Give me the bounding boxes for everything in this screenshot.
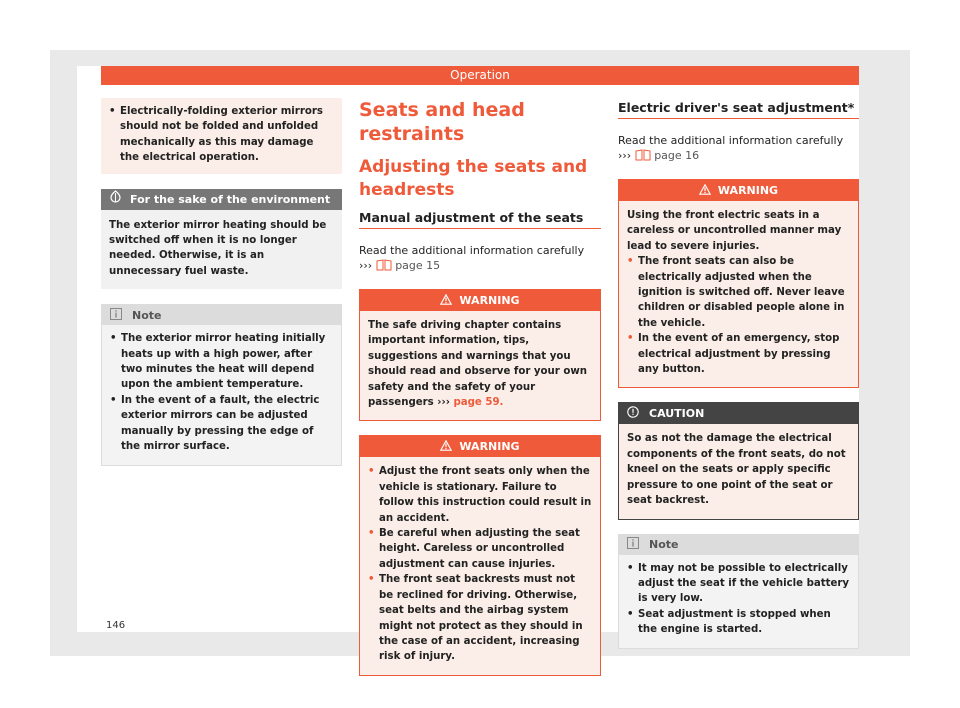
caution-title: CAUTION <box>649 407 705 421</box>
environment-title: For the sake of the environment <box>130 192 331 206</box>
note-title: Note <box>649 538 679 551</box>
subsection-title: Manual adjustment of the seats <box>359 210 601 229</box>
leaf-icon <box>109 189 122 210</box>
mirror-warning-box <box>101 98 342 174</box>
warning-text: The safe driving chapter contains important information, tips, suggestions and warnings that you should read and observe for your own safety and the safety of your passengers <box>368 320 588 409</box>
info-icon <box>627 537 639 552</box>
read-more-page-link[interactable]: page 15 <box>395 259 441 272</box>
warning-page-link[interactable]: page 59. <box>453 397 504 409</box>
book-icon <box>376 259 392 275</box>
environment-header <box>101 189 342 210</box>
warning-bullet: • Be careful when adjusting the seat height. Careless or uncontrolled adjustment can cause injuries. <box>368 526 592 572</box>
read-more-text: Read the additional information carefully <box>359 244 585 257</box>
note-box <box>101 304 342 465</box>
section-title: Adjusting the seats and headrests <box>359 157 588 200</box>
note-bullet: • The exterior mirror heating initially heats up with a high power, after two minutes the heat will depend upon the ambient temperature. <box>110 331 333 393</box>
warning-body <box>619 201 858 387</box>
warning-title: WARNING <box>717 184 779 197</box>
warning-bullet: • The front seats can also be electrically adjusted when the ignition is switched off. Never leave children or disabled people alone in the vehicle. <box>627 254 850 331</box>
warning-header <box>360 436 600 457</box>
read-more-arrows: ››› <box>618 149 632 162</box>
column-left <box>101 98 342 466</box>
caution-icon <box>627 406 639 421</box>
read-more <box>359 243 601 275</box>
read-more-text: Read the additional information carefully <box>618 134 844 147</box>
warning-box-seats <box>359 435 601 675</box>
note-title: Note <box>132 308 162 322</box>
warning-icon <box>440 440 452 454</box>
page-number: 146 <box>106 620 126 631</box>
note-box <box>618 534 859 649</box>
section-header: Operation <box>101 66 859 85</box>
subsection-title: Electric driver's seat adjustment* <box>618 100 859 119</box>
warning-icon <box>699 184 711 198</box>
note-bullet: • Seat adjustment is stopped when the engine is started. <box>627 607 850 638</box>
warning-bullet: • In the event of an emergency, stop electrical adjustment by pressing any button. <box>627 331 850 377</box>
read-more-page-link[interactable]: page 16 <box>654 149 700 162</box>
warning-body <box>360 457 600 674</box>
warning-box-electric <box>618 179 859 388</box>
warning-bullet: • Adjust the front seats only when the vehicle is stationary. Failure to follow this instruction could result in an accident. <box>368 464 592 526</box>
warning-icon <box>440 294 452 308</box>
caution-body: So as not the damage the electrical components of the front seats, do not kneel on the seats or apply specific pressure to one point of the seat or seat backrest. <box>627 433 846 507</box>
warning-intro: Using the front electric seats in a careless or uncontrolled manner may lead to severe injuries. <box>627 210 842 252</box>
caution-header <box>619 403 858 424</box>
warning-title: WARNING <box>459 440 520 454</box>
mirror-bullet: • Electrically-folding exterior mirrors should not be folded and unfolded mechanically as this may damage the electrical operation. <box>109 104 334 166</box>
column-middle <box>359 98 601 676</box>
warning-bullet: • The front seat backrests must not be reclined for driving. Otherwise, seat belts and the airbag system might not protect as they should in the case of an accident, increasing risk of injury. <box>368 572 592 664</box>
warning-header <box>360 290 600 311</box>
note-body <box>619 555 858 648</box>
warning-header <box>619 180 858 201</box>
note-header <box>102 305 341 325</box>
read-more-arrows: ››› <box>359 259 373 272</box>
environment-box <box>101 189 342 290</box>
note-header <box>619 535 858 555</box>
note-bullet: • It may not be possible to electrically adjust the seat if the vehicle battery is very low. <box>627 561 850 607</box>
warning-body <box>360 311 600 420</box>
warning-box-safety <box>359 289 601 421</box>
environment-body: The exterior mirror heating should be switched off when it is no longer needed. Otherwise, it is an unnecessary fuel waste. <box>109 219 327 277</box>
column-right <box>618 98 859 649</box>
caution-box <box>618 402 859 519</box>
warning-arrows: ››› <box>437 397 450 409</box>
chapter-title: Seats and head restraints <box>359 99 525 145</box>
book-icon <box>635 149 651 165</box>
warning-title: WARNING <box>459 294 520 307</box>
read-more <box>618 133 859 165</box>
info-icon <box>110 308 122 323</box>
note-bullet: • In the event of a fault, the electric exterior mirrors can be adjusted manually by pressing the edge of the mirror surface. <box>110 393 333 455</box>
note-body <box>102 325 341 464</box>
